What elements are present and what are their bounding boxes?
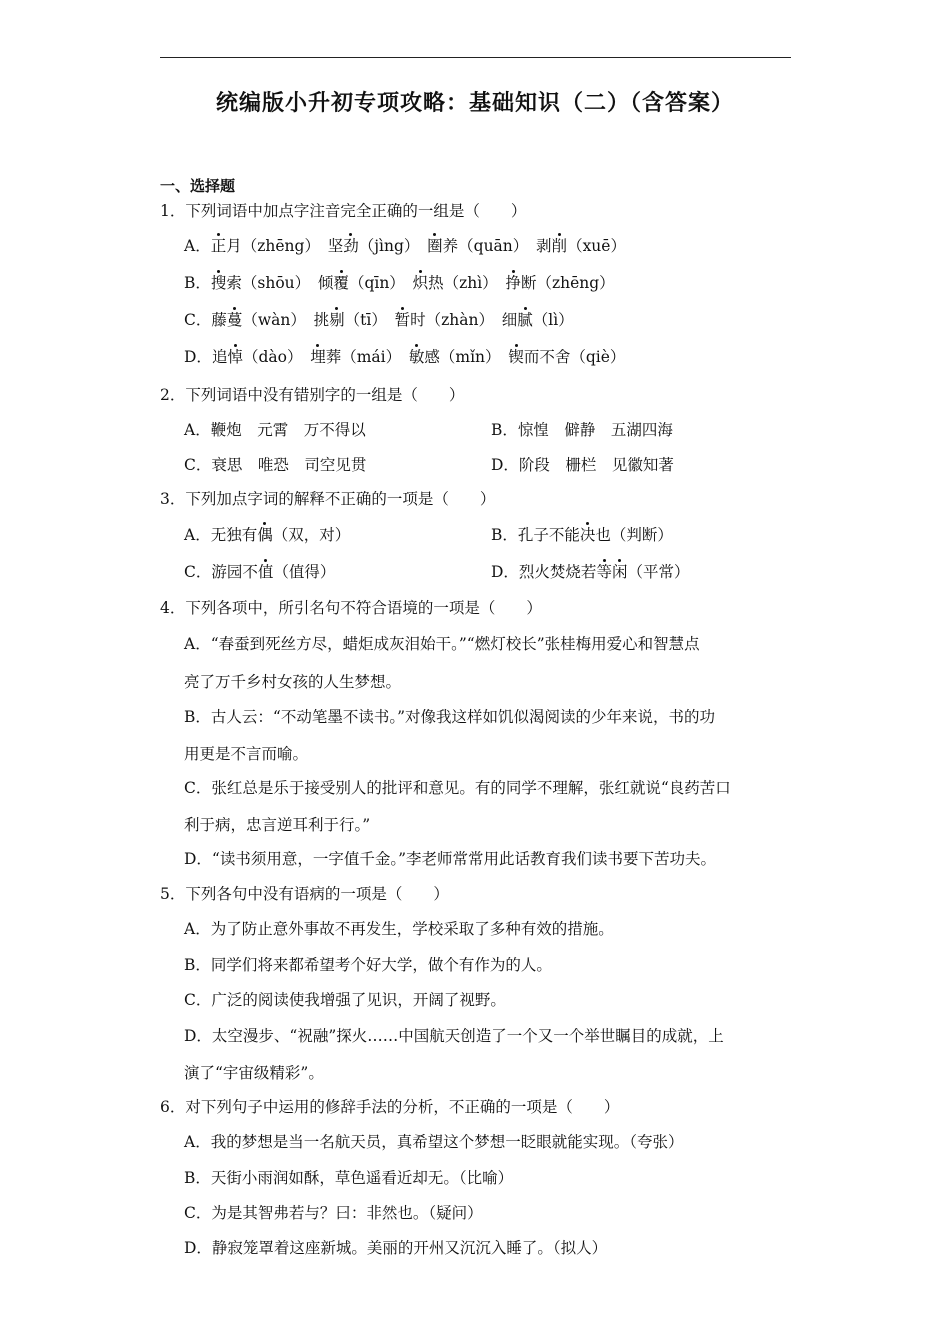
question-1-option-c: C．藤蔓（wàn） 挑剔（tī） 暂时（zhàn） 细腻（lì） <box>184 311 574 329</box>
question-3-stem: 3．下列加点字词的解释不正确的一项是（ ） <box>160 490 496 508</box>
question-2-option-b: B．惊惶 僻静 五湖四海 <box>491 421 673 439</box>
top-rule <box>160 57 791 58</box>
question-6-option-b: B．天街小雨润如酥，草色遥看近却无。（比喻） <box>184 1169 514 1187</box>
question-5-stem: 5．下列各句中没有语病的一项是（ ） <box>160 885 449 903</box>
question-3-option-b: B．孔子不能决也（判断） <box>491 526 673 544</box>
question-4-option-c-line1: C．张红总是乐于接受别人的批评和意见。有的同学不理解，张红就说“良药苦口 <box>184 779 731 797</box>
question-6-stem: 6．对下列句子中运用的修辞手法的分析，不正确的一项是（ ） <box>160 1098 620 1116</box>
question-4-stem: 4．下列各项中，所引名句不符合语境的一项是（ ） <box>160 599 542 617</box>
page-title: 统编版小升初专项攻略：基础知识（二）（含答案） <box>215 91 734 116</box>
question-2-option-d: D．阶段 栅栏 见徽知著 <box>491 456 674 474</box>
question-5-option-a: A．为了防止意外事故不再发生，学校采取了多种有效的措施。 <box>184 920 614 938</box>
question-4-option-b-line1: B．古人云：“不动笔墨不读书。”对像我这样如饥似渴阅读的少年来说，书的功 <box>184 708 715 726</box>
question-2-option-a: A．鞭炮 元霄 万不得以 <box>184 421 366 439</box>
question-3-option-d: D．烈火焚烧若等闲（平常） <box>491 563 690 581</box>
question-5-option-b: B．同学们将来都希望考个好大学，做个有作为的人。 <box>184 956 552 974</box>
question-4-option-c-line2: 利于病，忠言逆耳利于行。” <box>184 816 371 834</box>
question-4-option-a-line1: A．“春蚕到死丝方尽，蜡炬成灰泪始干。”“燃灯校长”张桂梅用爱心和智慧点 <box>184 635 700 653</box>
question-4-option-b-line2: 用更是不言而喻。 <box>184 745 309 763</box>
section-heading: 一、选择题 <box>160 177 236 195</box>
question-1-option-b: B．搜索（shōu） 倾覆（qīn） 炽热（zhì） 挣断（zhēng） <box>184 274 615 292</box>
question-6-option-a: A．我的梦想是当一名航天员，真希望这个梦想一眨眼就能实现。（夸张） <box>184 1133 684 1151</box>
question-4-option-a-line2: 亮了万千乡村女孩的人生梦想。 <box>184 673 402 691</box>
question-1-stem: 1．下列词语中加点字注音完全正确的一组是（ ） <box>160 202 527 220</box>
question-4-option-d: D．“读书须用意，一字值千金。”李老师常常用此话教育我们读书要下苦功夫。 <box>184 850 717 868</box>
question-1-option-a: A．正月（zhēng） 坚劲（jìng） 圈养（quān） 剥削（xuē） <box>184 237 626 255</box>
question-2-stem: 2．下列词语中没有错别字的一组是（ ） <box>160 386 465 404</box>
question-6-option-d: D．静寂笼罩着这座新城。美丽的开州又沉沉入睡了。（拟人） <box>184 1239 608 1257</box>
question-2-option-c: C．衰思 唯恐 司空见贯 <box>184 456 367 474</box>
question-1-option-d: D．追悼（dào） 埋葬（mái） 敏感（mǐn） 锲而不舍（qiè） <box>184 348 626 366</box>
question-5-option-d-line2: 演了“宇宙级精彩”。 <box>184 1064 324 1082</box>
question-5-option-d-line1: D．太空漫步、“祝融”探火……中国航天创造了一个又一个举世瞩目的成就，上 <box>184 1027 724 1045</box>
question-3-option-c: C．游园不值（值得） <box>184 563 336 581</box>
question-3-option-a: A．无独有偶（双，对） <box>184 526 351 544</box>
question-5-option-c: C．广泛的阅读使我增强了见识，开阔了视野。 <box>184 991 506 1009</box>
question-6-option-c: C．为是其智弗若与？曰：非然也。（疑问） <box>184 1204 483 1222</box>
